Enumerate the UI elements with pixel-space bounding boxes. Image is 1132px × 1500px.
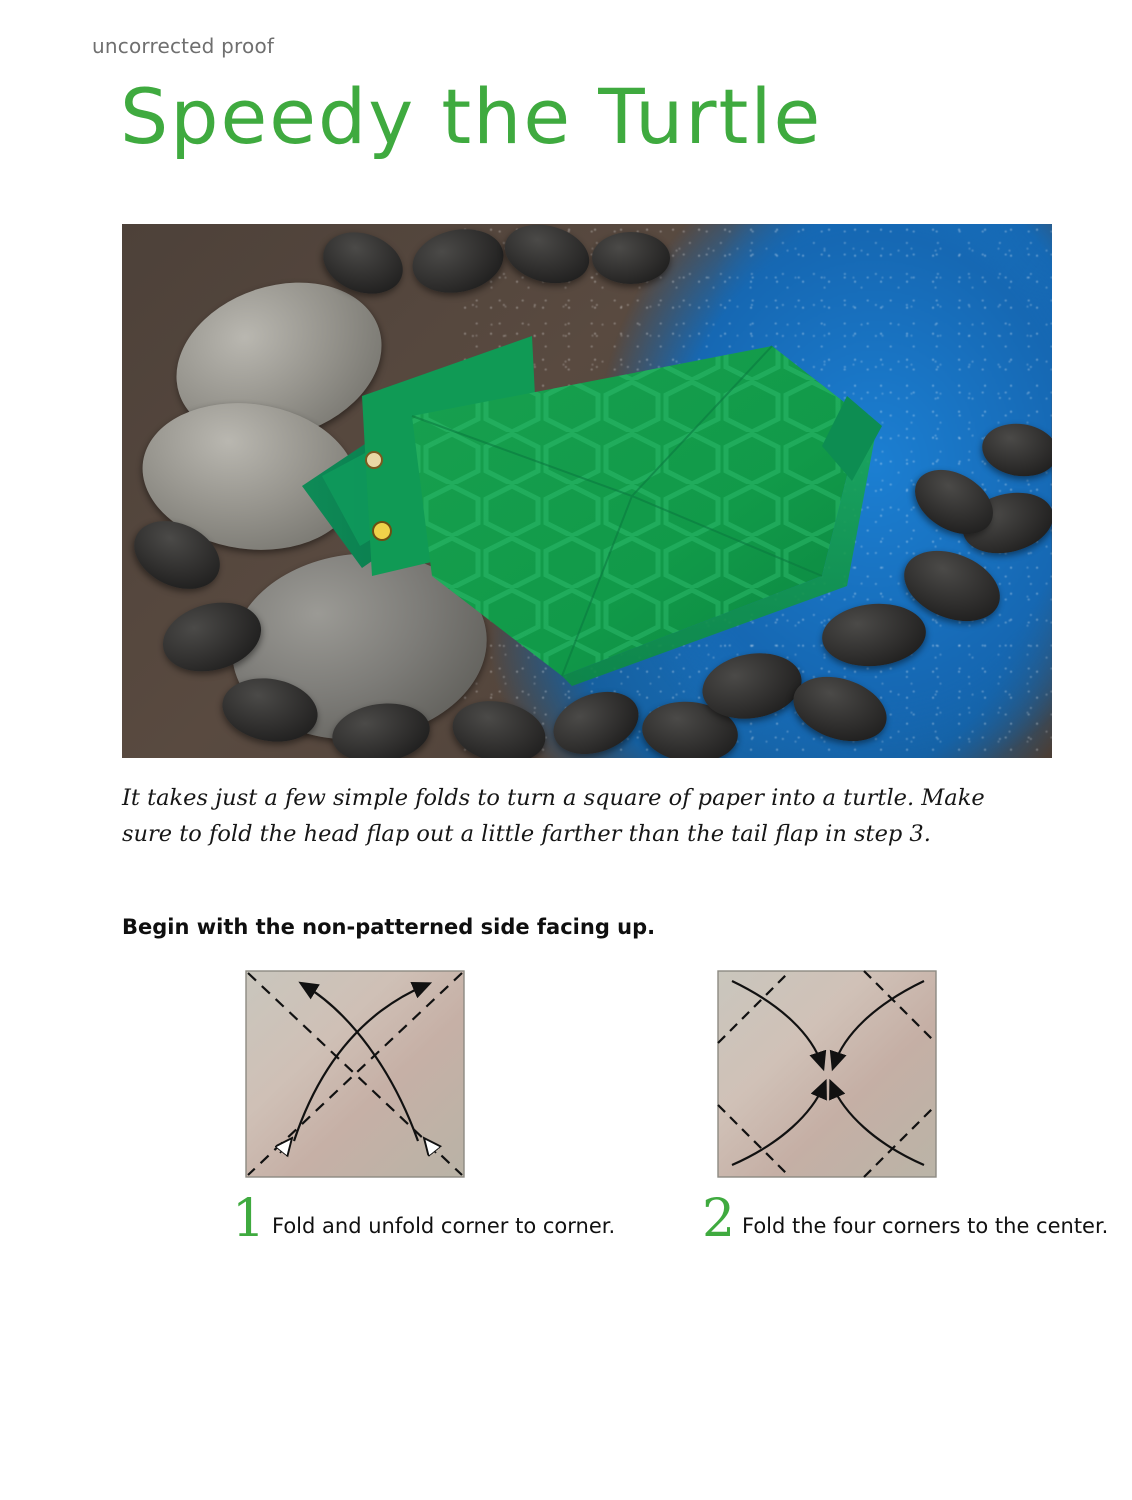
begin-instruction: Begin with the non-patterned side facing up.: [122, 915, 656, 939]
step-2-text: Fold the four corners to the center.: [742, 1214, 1109, 1238]
step-2-caption-row: [702, 1189, 1132, 1249]
step-1-diagram: [240, 965, 472, 1183]
project-photo: [122, 224, 1052, 758]
step-2: [702, 965, 1122, 1249]
step-1-caption-row: [232, 1189, 672, 1249]
origami-turtle-model: [302, 276, 882, 696]
step-1-text: Fold and unfold corner to corner.: [272, 1214, 616, 1238]
step-2-number: 2: [702, 1189, 736, 1249]
intro-paragraph: It takes just a few simple folds to turn a square of paper into a turtle. Make sure to fold the head flap out a little farther than the tail flap in step 3.: [122, 785, 985, 847]
step-2-diagram: [712, 965, 944, 1183]
proof-mark: uncorrected proof: [92, 34, 275, 58]
step-1-number: 1: [232, 1189, 266, 1249]
page-title: Speedy the Turtle: [120, 72, 823, 161]
step-1: [232, 965, 652, 1249]
